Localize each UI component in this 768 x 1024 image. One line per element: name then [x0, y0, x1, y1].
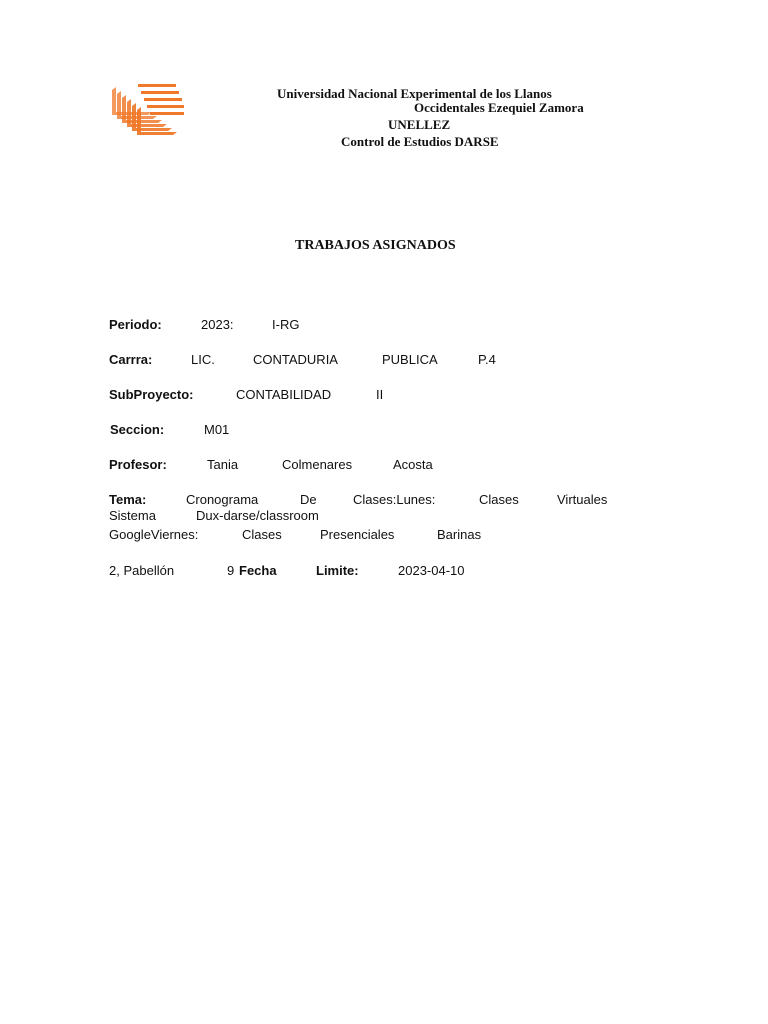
tema-word: GoogleViernes:: [109, 527, 199, 542]
tema-word: Barinas: [437, 527, 482, 542]
logo-stripe: [138, 84, 176, 87]
profesor-word: Acosta: [393, 457, 433, 472]
logo-stripe: [147, 105, 184, 108]
tema-word: Cronograma: [186, 492, 259, 507]
carrera-label: Carrra:: [109, 352, 153, 367]
carrera-word: LIC.: [191, 352, 215, 367]
fecha-label: Fecha: [239, 563, 277, 578]
logo-stripe: [144, 98, 182, 101]
tema-word: Dux-darse/classroom: [196, 508, 319, 523]
university-acronym: UNELLEZ: [388, 117, 451, 132]
office-name: Control de Estudios DARSE: [341, 134, 499, 149]
carrera-word: P.4: [478, 352, 496, 367]
tema-word: Sistema: [109, 508, 156, 523]
tema-word: Clases: [242, 527, 282, 542]
profesor-label: Profesor:: [109, 457, 167, 472]
seccion-label: Seccion:: [110, 422, 165, 437]
tema-continuation: 2, Pabellón: [109, 563, 175, 578]
tema-label: Tema:: [109, 492, 147, 507]
logo-stripe: [141, 91, 179, 94]
subproyecto-word: II: [376, 387, 384, 402]
logo-stripe: [150, 112, 184, 115]
periodo-label: Periodo:: [109, 317, 162, 332]
unellez-logo: [108, 74, 184, 140]
periodo-year: 2023:: [201, 317, 234, 332]
subproyecto-label: SubProyecto:: [109, 387, 194, 402]
periodo-code: I-RG: [272, 317, 300, 332]
tema-word: Clases: [479, 492, 519, 507]
seccion-value: M01: [204, 422, 230, 437]
university-line1: Universidad Nacional Experimental de los Llanos: [277, 86, 552, 101]
tema-continuation-number: 9: [227, 563, 235, 578]
profesor-word: Tania: [207, 457, 239, 472]
tema-word: Presenciales: [320, 527, 395, 542]
subproyecto-word: CONTABILIDAD: [236, 387, 332, 402]
carrera-word: PUBLICA: [382, 352, 438, 367]
page-title: TRABAJOS ASIGNADOS: [295, 238, 456, 253]
profesor-word: Colmenares: [282, 457, 353, 472]
tema-word: Virtuales: [557, 492, 608, 507]
logo-graphic: [112, 84, 184, 135]
university-line2: Occidentales Ezequiel Zamora: [414, 100, 584, 115]
tema-word: Clases:Lunes:: [353, 492, 436, 507]
carrera-word: CONTADURIA: [253, 352, 338, 367]
fecha-limite-value: 2023-04-10: [398, 563, 465, 578]
limite-label: Limite:: [316, 563, 359, 578]
tema-word: De: [300, 492, 317, 507]
